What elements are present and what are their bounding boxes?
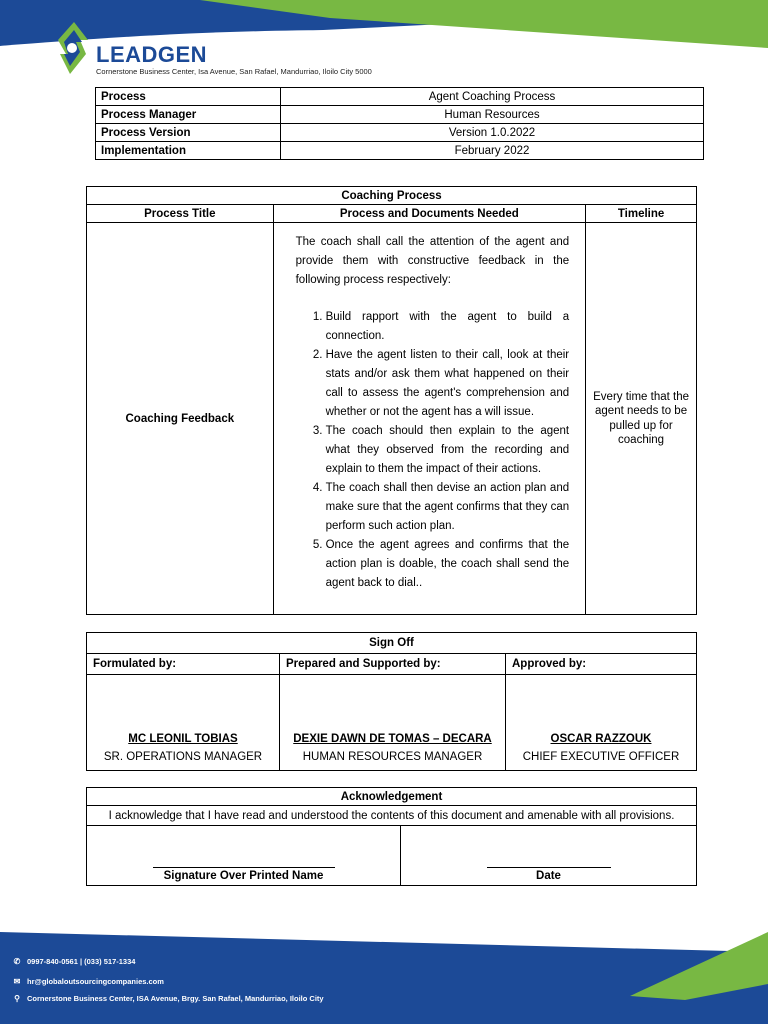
brand-name: LEADGEN: [96, 42, 208, 67]
prepared-label: Prepared and Supported by:: [280, 654, 506, 675]
acknowledgement-table: [86, 787, 697, 886]
timeline-cell: Every time that the agent needs to be pulled up for coaching: [586, 223, 697, 615]
signature-line: [153, 867, 335, 868]
table-row: [96, 124, 704, 142]
footer-banner: [0, 924, 768, 1024]
location-pin-icon: ⚲: [14, 994, 20, 1003]
process-docs-cell: [273, 223, 586, 615]
signatory-approved: [506, 675, 697, 771]
footer-address-row: [12, 994, 324, 1003]
col-timeline: Timeline: [586, 205, 697, 223]
process-steps: [296, 308, 570, 593]
signature-label: Signature Over Printed Name: [163, 870, 324, 882]
footer-phone-row: [12, 957, 135, 966]
signatory-position: SR. OPERATIONS MANAGER: [103, 751, 263, 763]
table-row: [96, 106, 704, 124]
list-item: 2. Have the agent listen to their call, look at their stats and/or ask them what happened on their call to assess the agent's comprehension and whether or not the agent has a will issue.: [326, 346, 570, 422]
info-value: Agent Coaching Process: [281, 88, 704, 106]
footer-phone: 0997-840-0561 | (033) 517-1334: [27, 957, 136, 966]
phone-icon: ✆: [13, 957, 21, 966]
table-row: [96, 88, 704, 106]
info-key: Process: [96, 88, 281, 106]
date-field: [401, 826, 697, 886]
col-process-docs: Process and Documents Needed: [273, 205, 586, 223]
signoff-heading: Sign Off: [87, 633, 697, 654]
footer-email-row: [12, 977, 164, 986]
process-info-table: [95, 87, 704, 160]
signature-field: [87, 826, 401, 886]
signatory-prepared: [280, 675, 506, 771]
signatory-name: DEXIE DAWN DE TOMAS – DECARA: [293, 733, 492, 745]
footer-address: Cornerstone Business Center, ISA Avenue, Brgy. San Rafael, Mandurriao, Iloilo City: [27, 994, 324, 1003]
coaching-heading: Coaching Process: [87, 187, 697, 205]
signoff-table: [86, 632, 697, 771]
table-row: [96, 142, 704, 160]
col-process-title: Process Title: [87, 205, 274, 223]
list-item: 3. The coach should then explain to the agent what they observed from the recording and explain to them the impact of their actions.: [326, 422, 570, 479]
process-intro: The coach shall call the attention of the agent and provide them with constructive feedback in the following process respectively:: [295, 236, 570, 286]
approved-label: Approved by:: [506, 654, 697, 675]
info-value: Version 1.0.2022: [281, 124, 704, 142]
date-label: Date: [536, 870, 561, 882]
leadgen-logo-icon: [52, 20, 92, 76]
ack-statement: I acknowledge that I have read and understood the contents of this document and amenable with all provisions.: [87, 806, 697, 826]
footer-email: hr@globaloutsourcingcompanies.com: [27, 977, 164, 986]
coaching-process-table: [86, 186, 697, 615]
info-key: Implementation: [96, 142, 281, 160]
info-key: Process Version: [96, 124, 281, 142]
signatory-name: OSCAR RAZZOUK: [550, 733, 652, 745]
mail-icon: ✉: [13, 977, 21, 986]
process-title-cell: Coaching Feedback: [87, 223, 274, 615]
list-item: 1. Build rapport with the agent to build a connection.: [326, 308, 570, 346]
info-value: February 2022: [281, 142, 704, 160]
list-item: 5. Once the agent agrees and confirms that the action plan is doable, the coach shall send the agent back to dial..: [326, 536, 570, 593]
signatory-position: CHIEF EXECUTIVE OFFICER: [522, 751, 680, 763]
list-item: 4. The coach shall then devise an action plan and make sure that the agent confirms that they can perform such action plan.: [326, 479, 570, 536]
signatory-formulated: [87, 675, 280, 771]
header-address: Cornerstone Business Center, Isa Avenue, San Rafael, Mandurriao, Iloilo City 5000: [96, 67, 372, 76]
date-line: [487, 867, 611, 868]
signatory-name: MC LEONIL TOBIAS: [128, 733, 238, 745]
info-key: Process Manager: [96, 106, 281, 124]
info-value: Human Resources: [281, 106, 704, 124]
signatory-position: HUMAN RESOURCES MANAGER: [302, 751, 483, 763]
formulated-label: Formulated by:: [87, 654, 280, 675]
ack-heading: Acknowledgement: [87, 788, 697, 806]
